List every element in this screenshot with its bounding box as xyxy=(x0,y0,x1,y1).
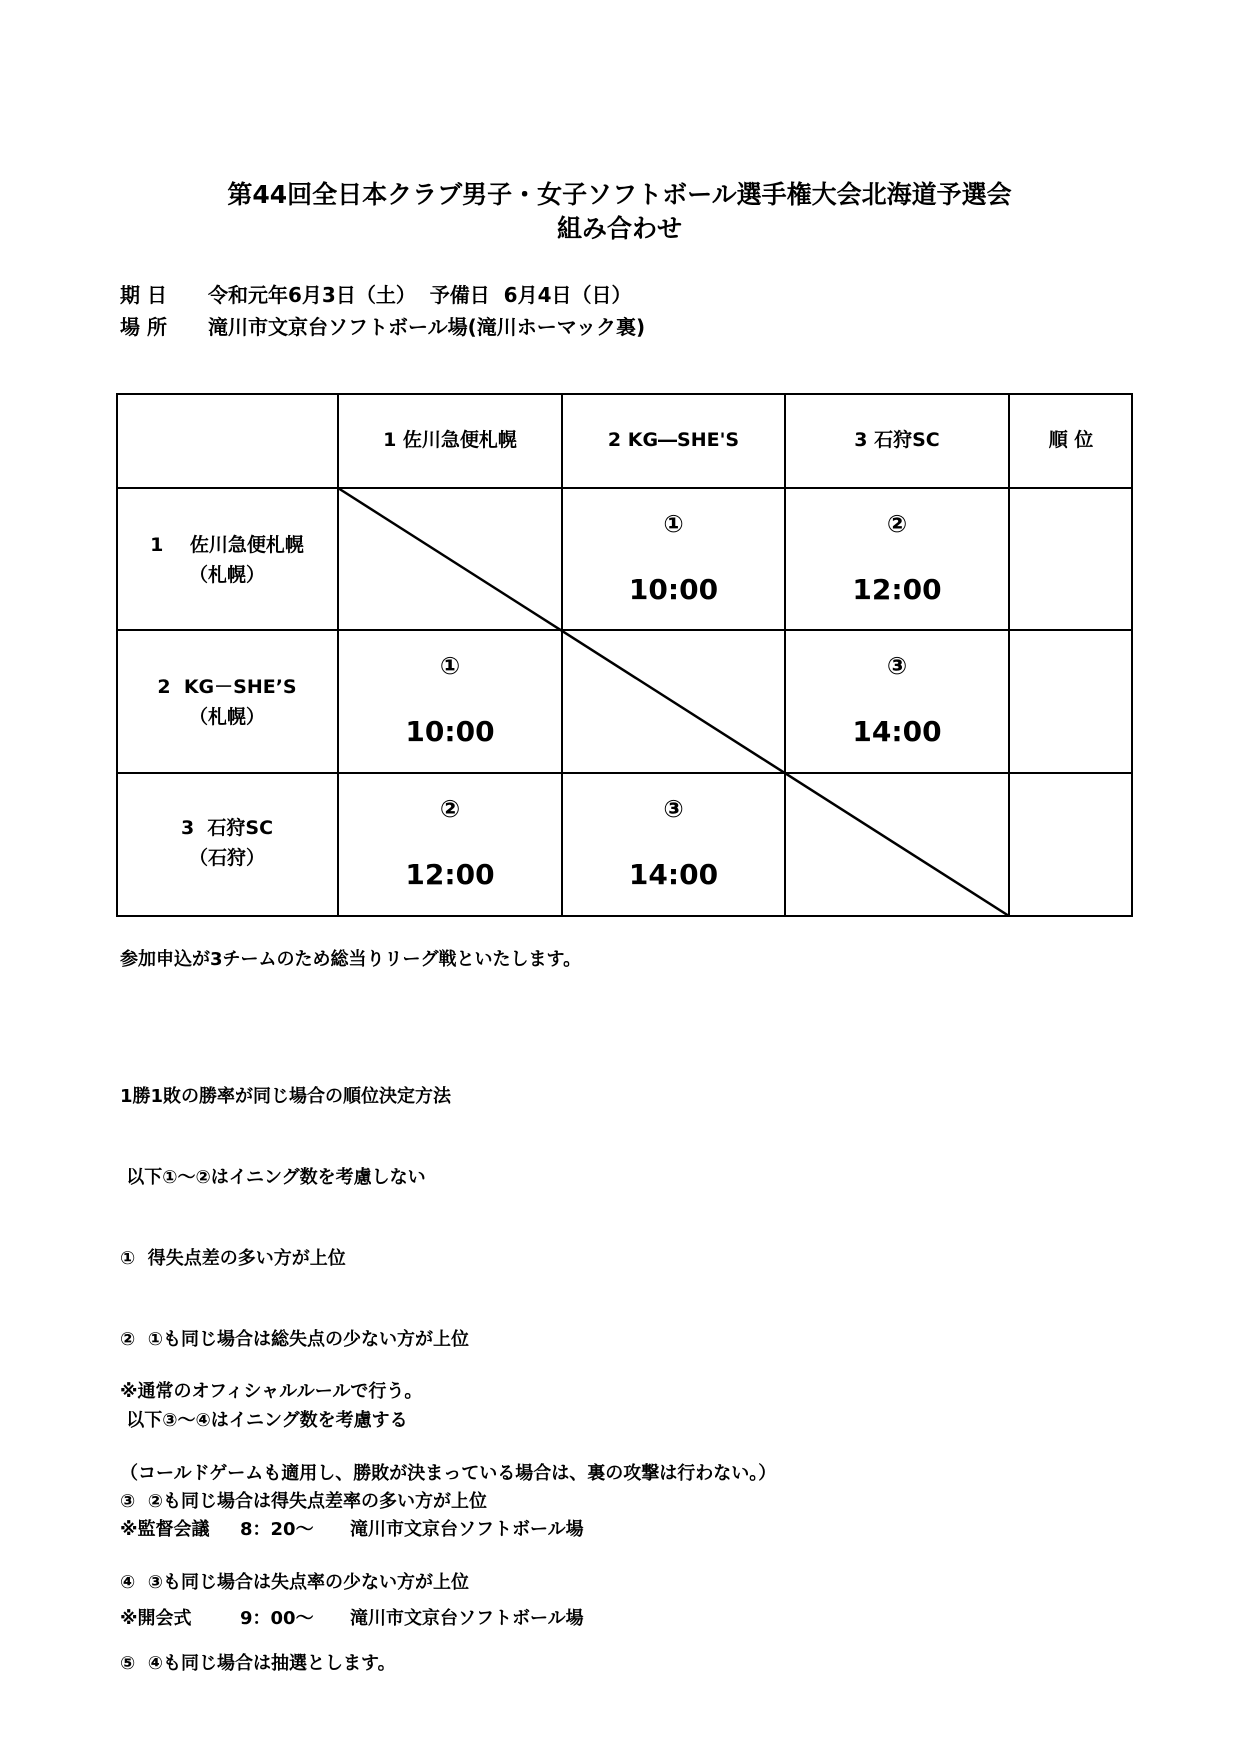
match-cell-2-3 xyxy=(785,630,1009,750)
match-cell-2-1 xyxy=(338,630,562,750)
row-team-region: （札幌） xyxy=(188,564,265,586)
row-team-region: （札幌） xyxy=(188,706,265,728)
game-time: 10:00 xyxy=(405,715,495,748)
row-label-team-1 xyxy=(116,488,338,632)
match-cell-3-1 xyxy=(338,773,562,893)
info-venue xyxy=(120,313,645,341)
game-time: 10:00 xyxy=(628,573,719,606)
game-number: ③ xyxy=(886,652,908,680)
document-subtitle: 組み合わせ xyxy=(556,214,682,243)
row-team-name: 3 石狩SC xyxy=(180,817,274,839)
row-team-name: 1 佐川急便札幌 xyxy=(150,534,304,556)
rule-line: ① 得失点差の多い方が上位 xyxy=(120,1248,346,1269)
header-team-3: 3 石狩SC xyxy=(854,429,940,451)
header-rank: 順 位 xyxy=(1048,429,1094,451)
game-number: ① xyxy=(439,652,461,680)
rule-line: 以下①～②はイニング数を考慮しない xyxy=(120,1167,426,1188)
official-line: （コールドゲームも適用し、勝敗が決まっている場合は、裏の攻撃は行わない。） xyxy=(120,1463,777,1484)
league-table xyxy=(116,393,1133,917)
row-label-team-2 xyxy=(116,630,338,774)
schedule-item-meeting xyxy=(120,1516,584,1551)
rule-line: ② ①も同じ場合は総失点の少ない方が上位 xyxy=(120,1329,470,1350)
game-number: ③ xyxy=(663,795,684,823)
rule-line: 以下③～④はイニング数を考慮する xyxy=(120,1410,408,1431)
game-time: 14:00 xyxy=(628,858,719,891)
info-date xyxy=(120,281,632,309)
rule-line: ⑤ ④も同じ場合は抽選とします。 xyxy=(120,1653,396,1674)
row-team-name: 2 KG－SHE’S xyxy=(157,676,297,698)
schedule-time: 9：00～ xyxy=(240,1608,314,1629)
league-note: 参加申込が3チームのため総当りリーグ戦といたします。 xyxy=(120,949,582,970)
header-team-1: 1 佐川急便札幌 xyxy=(383,429,517,451)
game-number: ② xyxy=(439,795,461,823)
date-label: 期 日 xyxy=(120,283,167,307)
match-cell-3-2 xyxy=(562,773,785,893)
venue-value: 滝川市文京台ソフトボール場(滝川ホーマック裏) xyxy=(208,315,646,339)
official-line: ※通常のオフィシャルルールで行う。 xyxy=(120,1381,423,1402)
game-time: 12:00 xyxy=(852,573,942,606)
rule-line: ④ ③も同じ場合は失点率の少ない方が上位 xyxy=(120,1572,470,1593)
schedule-place: 滝川市文京台ソフトボール場 xyxy=(350,1519,584,1540)
schedule-time: 8：20～ xyxy=(240,1519,314,1540)
match-cell-1-2 xyxy=(562,488,785,608)
schedule-label: ※開会式 xyxy=(120,1608,192,1629)
game-number: ② xyxy=(886,510,908,538)
game-time: 12:00 xyxy=(405,858,495,891)
schedule-item-opening xyxy=(120,1605,584,1640)
row-label-team-3 xyxy=(116,773,338,917)
venue-label: 場 所 xyxy=(120,315,167,339)
document-title: 第44回全日本クラブ男子・女子ソフトボール選手権大会北海道予選会 xyxy=(227,180,1012,209)
match-cell-1-3 xyxy=(785,488,1009,608)
game-number: ① xyxy=(663,510,684,538)
rule-line: 1勝1敗の勝率が同じ場合の順位決定方法 xyxy=(120,1086,452,1107)
schedule xyxy=(120,1462,584,1667)
schedule-label: ※監督会議 xyxy=(120,1519,210,1540)
rule-line: ③ ②も同じ場合は得失点差率の多い方が上位 xyxy=(120,1491,488,1512)
row-team-region: （石狩） xyxy=(188,847,265,869)
header-team-2: 2 KG―SHE'S xyxy=(607,429,740,451)
date-value: 令和元年6月3日（土） 予備日 6月4日（日） xyxy=(208,283,632,307)
game-time: 14:00 xyxy=(852,715,942,748)
schedule-place: 滝川市文京台ソフトボール場 xyxy=(350,1608,584,1629)
